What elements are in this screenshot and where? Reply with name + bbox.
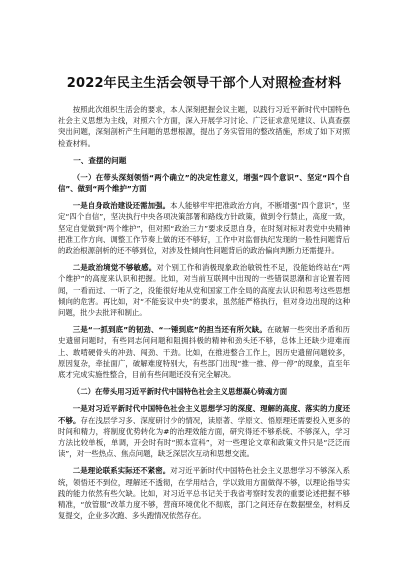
paragraph-1 [58,200,350,256]
paragraph-2-lead: 二是政治境觉不够敏感。 [72,263,157,273]
subsection-heading-1: （一）在带头深刻领悟“两个确立”的决定性意义，增强“四个意识”、坚定“四个自信”、做到“两个维护”方面 [58,172,350,194]
document-title: 2022年民主生活会领导干部个人对照检查材料 [66,76,342,91]
paragraph-3-body: 在破解一些突出矛盾和历史遗留问题时，有些同志问问题和阻拥抖极的精神和劲头还不够，总体上还缺少迎难而上、敢啃硬骨头的冲劲、闯劲、干劲。比如，在推进整合工作上，因历史遗留问题较多，原因复杂，牵扯面广，破解难度特别大，有些部门出现“推一推、停一停”的现象，直至年底才完成实施性整合，目前有些问题还没有完全解决。 [58,325,350,380]
subsection-heading-2: （二）在带头用习近平新时代中国特色社会主义思想凝心铸魂方面 [72,387,288,397]
paragraph-2 [58,262,350,318]
paragraph-5 [58,465,350,521]
paragraph-4 [58,403,350,459]
paragraph-1-lead: 一是自身政治建设还需加强。 [72,201,171,211]
paragraph-1-body: 本人能够牢牢把准政治方向，不断增强“四个意识”，坚定“四个自信”，坚决执行中央各项决策部署和路线方针政策，做到令行禁止，高度一致，坚定自觉做到“两个维护”，但对照“政治三力”要求反思自身，在时刻对标对表党中央精神把准工作方向、调整工作节奏上做的还不够好，工作中对监督执纪发现的一般性问题背后的政治根源剖析的还不够到位，对涉及性倾向性问题背后的政治偏向判断力还需提升。 [58,201,350,256]
paragraph-5-lead: 二是理论联系实际还不紧密。 [72,466,171,476]
paragraph-3 [58,324,350,380]
paragraph-4-lead: 一是对习近平新时代中国特色社会主义思想学习的深度、理解的高度、落实的力度还不够。 [58,404,350,425]
paragraph-2-body: 对个别工作和消极现象政治敏锐性不足，没能始终站在“两个维护”的高度来认识和把握。比如，对当前互联网中出现的一些错误思潮和言论置若罔闻，一看而过、一听了之，没能很好地从党和国家工作全局的高度去认识和思考这些思想倾向的危害。再比如，对“不能妄议中央”的要求，虽然能严格执行，但对身边出现的这种问题，批少去批评和制止。 [58,263,350,318]
paragraph-4-body: 存在浅层学习多、深度研讨少的情况，读原著、学原文、悟原理还需要投入更多的时间和精力，将制度优势转化为#的治理效能方面，研究得还不够系统、不够深入，学习方法比较单板，单调，开会时有时“照本宣科”，对一些理论文章和政策文件只是“泛泛而读”，对一些热点、焦点问题，缺乏深层次互动和思想交流。 [58,415,350,459]
paragraph-3-lead: 三是“一抓到底”的韧劲、“一锤到底”的担当还有所欠缺。 [72,325,267,335]
section-heading-problems: 一、查摆的问题 [73,155,127,165]
paragraph-5-body: 对习近平新时代中国特色社会主义思想学习不够深入系统，领悟还不到位，理解还不透彻，在学用结合，学以致用方面做得不够，以理论指导实践的能力依然有些欠缺。比如，对习近平总书记关于我省考察时发表的重要论述把握不够精准，“放管服”改革力度不够，营商环境优化不彻底，部门之间还存在数据壁垒，材料反复提交，企业多次跑、多头跑情况依然存在。 [58,466,350,521]
intro-paragraph: 按照此次组织生活会的要求，本人深刻把握会议主题，以践行习近平新时代中国特色社会主义思想为主线，对照六个方面，深入开展学习讨论、广泛征求意见建议、认真查摆突出问题，深刻剖析产生问题的思想根源，提出了务实管用的整改措施，形成了如下对照检查材料。 [58,105,350,148]
